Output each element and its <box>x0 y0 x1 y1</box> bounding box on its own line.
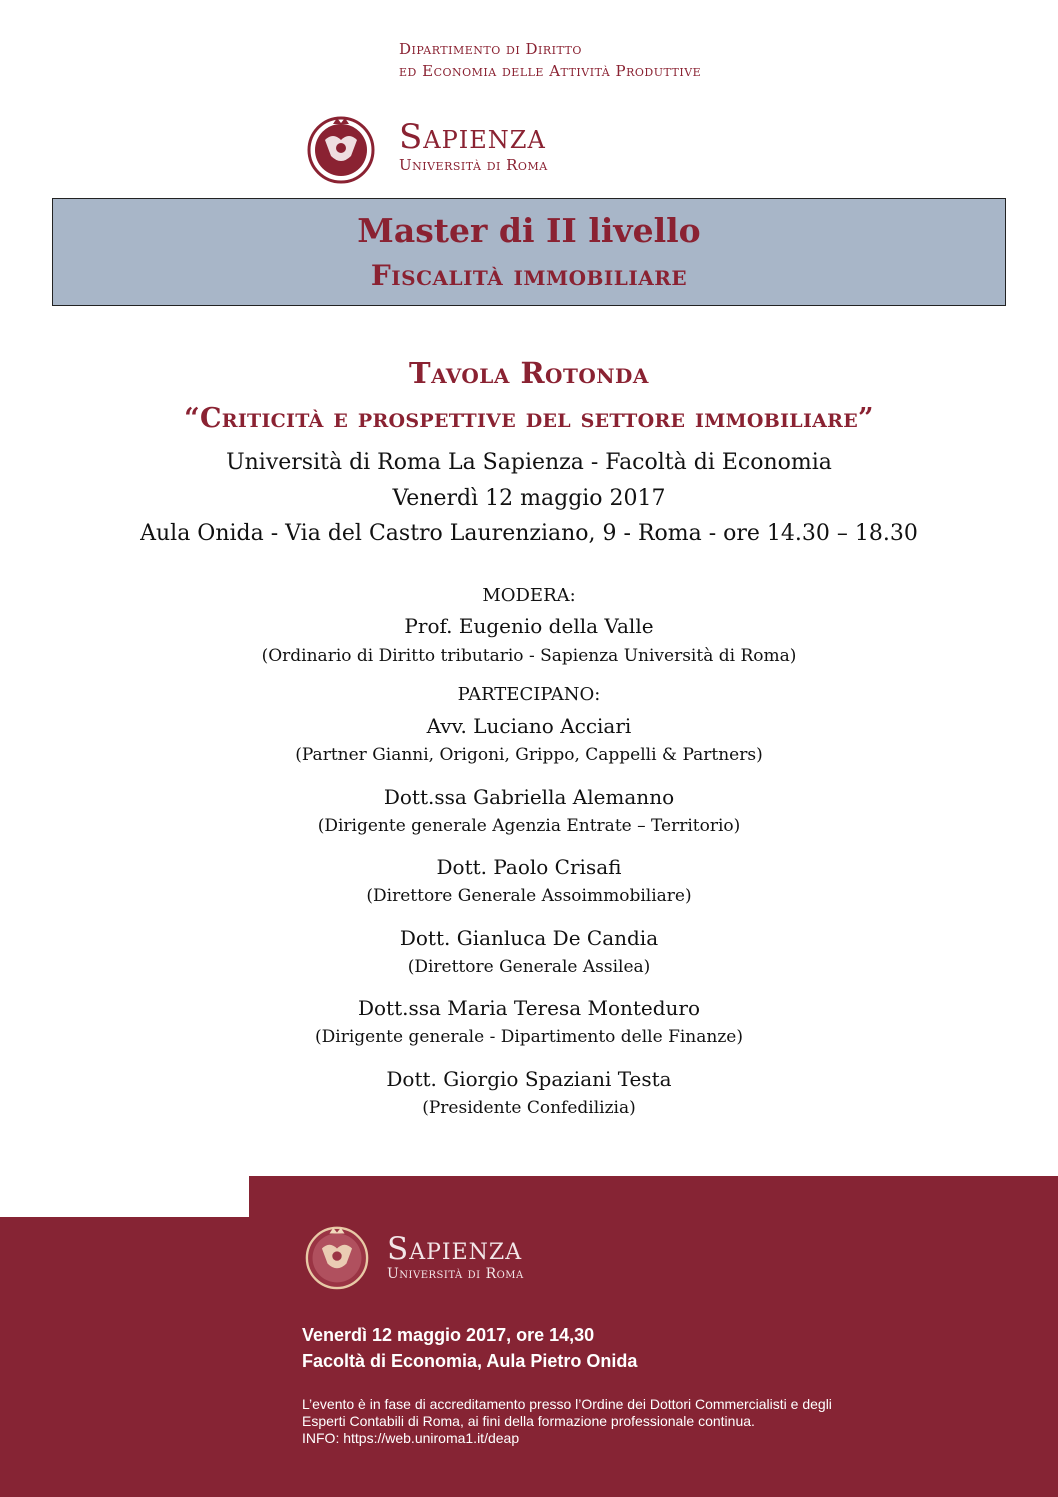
sapienza-seal-logo <box>307 110 375 188</box>
footer-event-details <box>302 1322 637 1374</box>
sapienza-wordmark <box>399 118 548 174</box>
participant-name: Dott.ssa Maria Teresa Monteduro <box>357 996 701 1020</box>
master-title: Master di II livello <box>357 211 701 250</box>
footer-note-line-1: L’evento è in fase di accreditamento presso l’Ordine dei Dottori Commercialisti e degli <box>302 1396 832 1412</box>
university-subtitle: Università di Roma <box>399 156 548 174</box>
participant-role: (Direttore Generale Assilea) <box>407 957 651 977</box>
participant-role: (Presidente Confedilizia) <box>422 1098 636 1118</box>
participant-name: Dott. Paolo Crisafi <box>436 855 622 879</box>
event-heading: Tavola Rotonda <box>409 356 649 390</box>
participant-name: Dott. Gianluca De Candia <box>399 926 659 950</box>
participant-role: (Partner Gianni, Origoni, Grippo, Cappelli & Partners) <box>295 745 763 765</box>
footer-accreditation-note <box>302 1396 1002 1447</box>
footer-note-line-2: Esperti Contabili di Roma, ai fini della formazione professionale continua. <box>302 1413 755 1429</box>
event-date: Venerdì 12 maggio 2017 <box>392 486 666 511</box>
footer-info-link[interactable]: INFO: https://web.uniroma1.it/deap <box>302 1430 520 1446</box>
university-subtitle-footer: Università di Roma <box>387 1266 524 1282</box>
participant-name: Dott. Giorgio Spaziani Testa <box>386 1067 672 1091</box>
moderator-role: (Ordinario di Diritto tributario - Sapienza Università di Roma) <box>261 646 797 666</box>
participant-name: Dott.ssa Gabriella Alemanno <box>383 785 675 809</box>
participants-label: PARTECIPANO: <box>457 684 601 705</box>
event-place-time: Aula Onida - Via del Castro Laurenziano, 9 - Roma - ore 14.30 – 18.30 <box>140 521 918 546</box>
footer-tab <box>249 1176 1058 1218</box>
footer-date-line: Venerdì 12 maggio 2017, ore 14,30 <box>302 1325 595 1345</box>
department-line-2: ed Economia delle Attività Produttive <box>399 62 702 80</box>
participant-role: (Dirigente generale - Dipartimento delle Finanze) <box>315 1027 743 1047</box>
moderator-name: Prof. Eugenio della Valle <box>404 614 654 638</box>
sapienza-wordmark-footer <box>387 1232 524 1282</box>
department-line-1: Dipartimento di Diritto <box>399 40 582 58</box>
university-name: Sapienza <box>399 117 546 157</box>
master-subtitle: Fiscalità immobiliare <box>370 259 688 292</box>
event-venue: Università di Roma La Sapienza - Facoltà di Economia <box>226 450 832 475</box>
university-name-footer: Sapienza <box>387 1231 523 1267</box>
sapienza-seal-logo-footer <box>305 1220 369 1294</box>
footer-place-line: Facoltà di Economia, Aula Pietro Onida <box>302 1351 638 1371</box>
moderator-label: MODERA: <box>482 585 576 606</box>
event-topic: “Criticità e prospettive del settore immobiliare” <box>184 403 874 434</box>
participant-role: (Direttore Generale Assoimmobiliare) <box>366 886 692 906</box>
department-name <box>399 38 701 82</box>
participant-role: (Dirigente generale Agenzia Entrate – Territorio) <box>317 816 741 836</box>
participant-name: Avv. Luciano Acciari <box>426 714 632 738</box>
master-banner <box>52 198 1006 306</box>
